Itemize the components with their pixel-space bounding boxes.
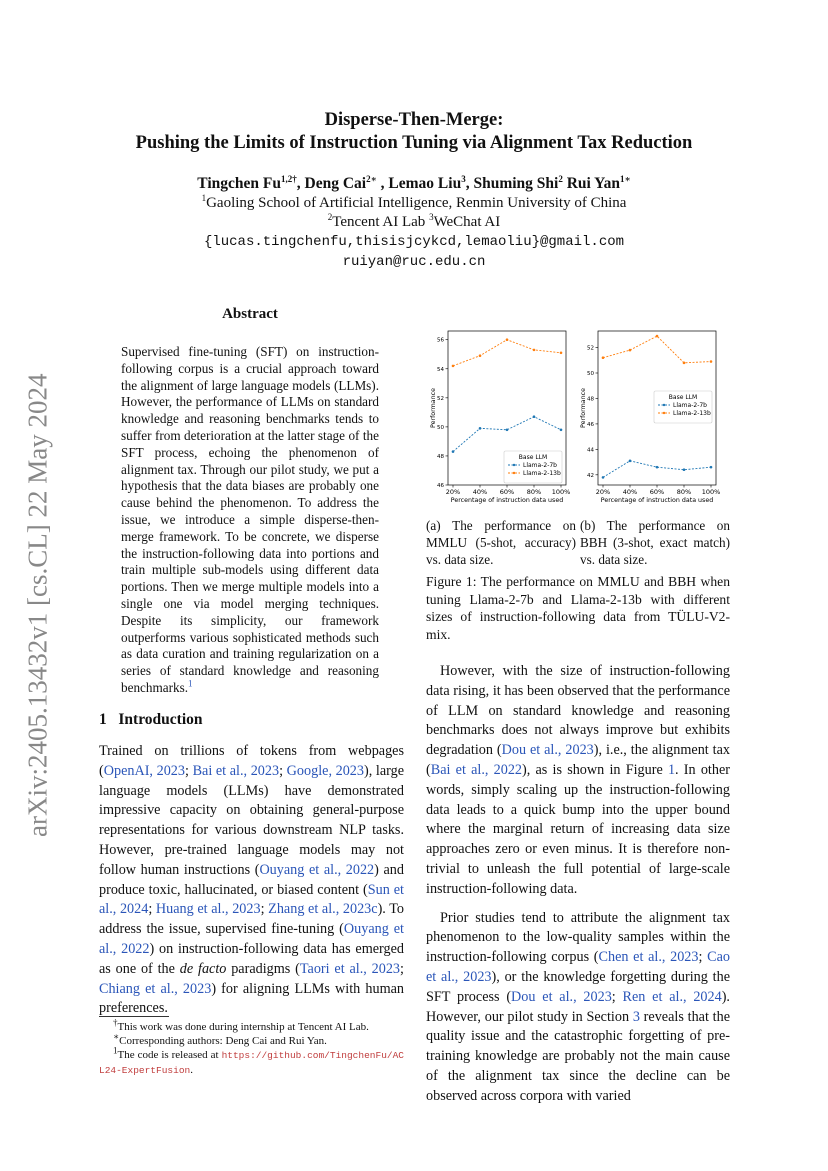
x-tick-label: 40% [472, 488, 488, 496]
email-line-2[interactable]: ruiyan@ruc.edu.cn [342, 254, 486, 270]
data-point [506, 428, 509, 431]
y-tick-label: 50 [587, 371, 594, 377]
email-line-1[interactable]: {lucas.tingchenfu,thisisjcykcd,lemaoliu}@gmail.com [203, 234, 625, 250]
citation-link[interactable]: Bai et al., 2023 [192, 762, 280, 779]
figure-ref-link[interactable]: 1 [667, 761, 676, 778]
citation-link[interactable]: Ouyang et al., 2022 [259, 861, 375, 878]
data-point [479, 354, 482, 357]
data-point [656, 466, 659, 469]
citation-link[interactable]: Ouyang et al., 2022 [99, 921, 404, 957]
data-point [533, 415, 536, 418]
citation-link[interactable]: Dou et al., 2023 [511, 988, 612, 1005]
y-tick-label: 54 [437, 366, 444, 373]
code-url-link[interactable]: https://github.com/TingchenFu/ACL24-ExpertFusion [99, 1050, 404, 1076]
data-point [533, 349, 536, 352]
author-name: Lemao Liu [388, 175, 462, 192]
series-line [453, 340, 561, 366]
subcaption-b: (b) The performance on BBH (3-shot, exact match) vs. data size. [580, 518, 730, 567]
paper-title-line2: Pushing the Limits of Instruction Tuning via Alignment Tax Reduction [135, 133, 693, 153]
citation-link[interactable]: OpenAI, 2023 [103, 762, 185, 779]
citation-link[interactable]: Taori et al., 2023 [299, 960, 401, 977]
legend-title: Base LLM [518, 454, 548, 461]
y-tick-label: 44 [587, 447, 594, 454]
y-tick-label: 52 [437, 395, 444, 402]
x-tick-label: 60% [649, 488, 665, 496]
data-point [629, 460, 632, 463]
footnote-ref[interactable]: 1 [188, 678, 193, 689]
legend-label: Llama-2-7b [523, 462, 557, 469]
data-point [710, 360, 713, 363]
citation-link[interactable]: Dou et al., 2023 [501, 742, 594, 759]
legend-marker [513, 472, 515, 474]
figure-caption: Figure 1: The performance on MMLU and BBH when tuning Llama-2-7b and Llama-2-13b with different sizes of instruction-following data from TÜLU-V2-mix. [426, 574, 730, 642]
abstract-body: Supervised fine-tuning (SFT) on instruction-following corpus is a crucial approach toward the alignment of large language models (LLMs). However, the performance of LLMs on standard knowledge and reasoning benchmarks tends to suffer from deterioration at the latter stage of the SFT process, echoing the phenomenon of alignment tax. Through our pilot study, we put a hypothesis that the data biases are probably one cause behind the phenomenon. To address the issue, we introduce a simple disperse-then-merge framework. To be concrete, we disperse the instruction-following data into portions and train multiple sub-models using different data portions. Then we merge multiple models into a single one via model merging techniques. Despite its simplicity, our framework outperforms various sophisticated methods such as data curation and training regularization on a series of standard knowledge and reasoning benchmarks.$^1$ [121, 344, 379, 695]
author-name: Rui Yan [566, 175, 620, 192]
section-ref-link[interactable]: 3 [632, 1008, 640, 1025]
x-tick-label: 100% [551, 488, 571, 496]
citation-link[interactable]: Chiang et al., 2023 [99, 980, 212, 997]
data-point [602, 476, 605, 479]
legend-marker [513, 464, 515, 466]
y-tick-label: 56 [437, 337, 444, 344]
footnotes: †This work was done during internship at Tencent AI Lab. ∗Corresponding authors: Deng Cai and Rui Yan. $^1$The code is released at https://github.com/TingchenFu/ACL24-ExpertFusion. [99, 1017, 404, 1076]
citation-link[interactable]: Chen et al., 2023 [598, 949, 699, 966]
paper-title-line1: Disperse-Then-Merge: [324, 110, 504, 130]
data-point [602, 356, 605, 359]
legend-label: Llama-2-13b [673, 410, 711, 417]
citation-link[interactable]: Cao et al., 2023 [426, 949, 730, 985]
x-tick-label: 80% [526, 488, 542, 496]
footnote-divider [99, 1016, 169, 1017]
data-point [656, 335, 659, 338]
abstract-heading: Abstract [222, 306, 278, 322]
data-point [452, 365, 455, 368]
y-axis-label: Performance [430, 388, 437, 428]
affiliation-1: $^1$Gaoling School of Artificial Intelligence, Renmin University of China [201, 193, 627, 211]
legend-label: Llama-2-13b [523, 470, 561, 477]
x-tick-label: 60% [499, 488, 515, 496]
chart-mmlu [426, 325, 574, 510]
author-name: Tingchen Fu [197, 175, 281, 192]
x-axis-label: Percentage of instruction data used [600, 497, 714, 504]
citation-link[interactable]: Google, 2023 [286, 762, 364, 779]
citation-link[interactable]: Sun et al., 2024 [99, 881, 404, 918]
chart-bbh [576, 325, 724, 510]
series-line [603, 461, 711, 478]
author-name: Deng Cai [304, 175, 367, 192]
legend-marker [663, 404, 665, 406]
y-tick-label: 48 [587, 396, 594, 403]
y-tick-label: 42 [587, 472, 594, 479]
data-point [479, 427, 482, 430]
y-axis-label: Performance [580, 388, 587, 428]
x-axis-label: Percentage of instruction data used [450, 497, 564, 504]
citation-link[interactable]: Ren et al., 2024 [622, 988, 722, 1005]
y-tick-label: 46 [587, 421, 594, 428]
paragraph: However, with the size of instruction-following data rising, it has been observed that the performance of LLM on standard knowledge and reasoning benchmarks does not always improve but exhibits degradation (Dou et al., 2023), i.e., the alignment tax (Bai et al., 2022), as is shown in Figure 1. In other words, simply scaling up the instruction-following data leads to a quick bump into the upper bound where the marginal return of increasing data size approaches zero or even minus. It is therefore non-trivial to unleash the full potential of large-scale instruction-following data. [426, 663, 730, 897]
x-tick-label: 80% [676, 488, 692, 496]
citation-link[interactable]: Huang et al., 2023 [155, 901, 261, 918]
y-tick-label: 52 [587, 345, 594, 352]
data-point [506, 338, 509, 341]
x-tick-label: 20% [595, 488, 611, 496]
series-line [603, 336, 711, 363]
arxiv-stamp: arXiv:2405.13432v1 [cs.CL] 22 May 2024 [22, 373, 53, 837]
y-tick-label: 46 [437, 483, 444, 489]
x-tick-label: 20% [445, 488, 461, 496]
y-tick-label: 48 [437, 453, 444, 460]
data-point [683, 362, 686, 365]
legend-title: Base LLM [668, 394, 698, 401]
data-point [452, 450, 455, 453]
data-point [683, 468, 686, 471]
right-column-text [426, 662, 730, 1107]
citation-link[interactable]: Zhang et al., 2023c [268, 901, 378, 918]
y-tick-label: 50 [437, 424, 444, 431]
data-point [560, 351, 563, 354]
subcaption-a: (a) The performance on MMLU (5-shot, accuracy) vs. data size. [426, 518, 576, 567]
paragraph: Prior studies tend to attribute the alignment tax phenomenon to the low-quality samples within the instruction-following corpus (Chen et al., 2023; Cao et al., 2023), or the knowledge forgetting during the SFT process (Dou et al., 2023; Ren et al., 2024). However, our pilot study in Section 3 reveals that the quality issue and the catastrophic forgetting of pre-training knowledge are probably not the main cause of the alignment tax since the decline can be observed across corpora with varied [426, 909, 730, 1104]
data-point [560, 428, 563, 431]
data-point [629, 349, 632, 352]
legend-label: Llama-2-7b [673, 402, 707, 409]
x-tick-label: 100% [701, 488, 721, 496]
legend-marker [663, 412, 665, 414]
section-heading-introduction: 1 Introduction [99, 711, 203, 728]
intro-paragraph: Trained on trillions of tokens from webpages (OpenAI, 2023; Bai et al., 2023; Google, 2023), large language models (LLMs) have demonstrated impressive capacity on obtaining general-purpose representations for various downstream NLP tasks. However, pre-trained language models may not follow human instructions (Ouyang et al., 2022) and produce toxic, hallucinated, or biased content (Sun et al., 2024; Huang et al., 2023; Zhang et al., 2023c). To address the issue, supervised fine-tuning (Ouyang et al., 2022) on instruction-following data has emerged as one of the de facto paradigms (Taori et al., 2023; Chiang et al., 2023) for aligning LLMs with human preferences. [99, 743, 404, 1017]
citation-link[interactable]: Bai et al., 2022 [430, 761, 523, 778]
series-line [453, 417, 561, 452]
author-name: Shuming Shi [473, 175, 559, 192]
author-list: Tingchen $Fu^{1,2\dagger}$, Deng Cai$^{2∗}$ , Lemao Liu$^3$, Shuming Shi$^2$ Rui Yan$^{1∗}$ [197, 173, 631, 192]
data-point [710, 466, 713, 469]
x-tick-label: 40% [622, 488, 638, 496]
affiliation-2: $^2$Tencent AI Lab $^3$WeChat AI [327, 212, 501, 230]
